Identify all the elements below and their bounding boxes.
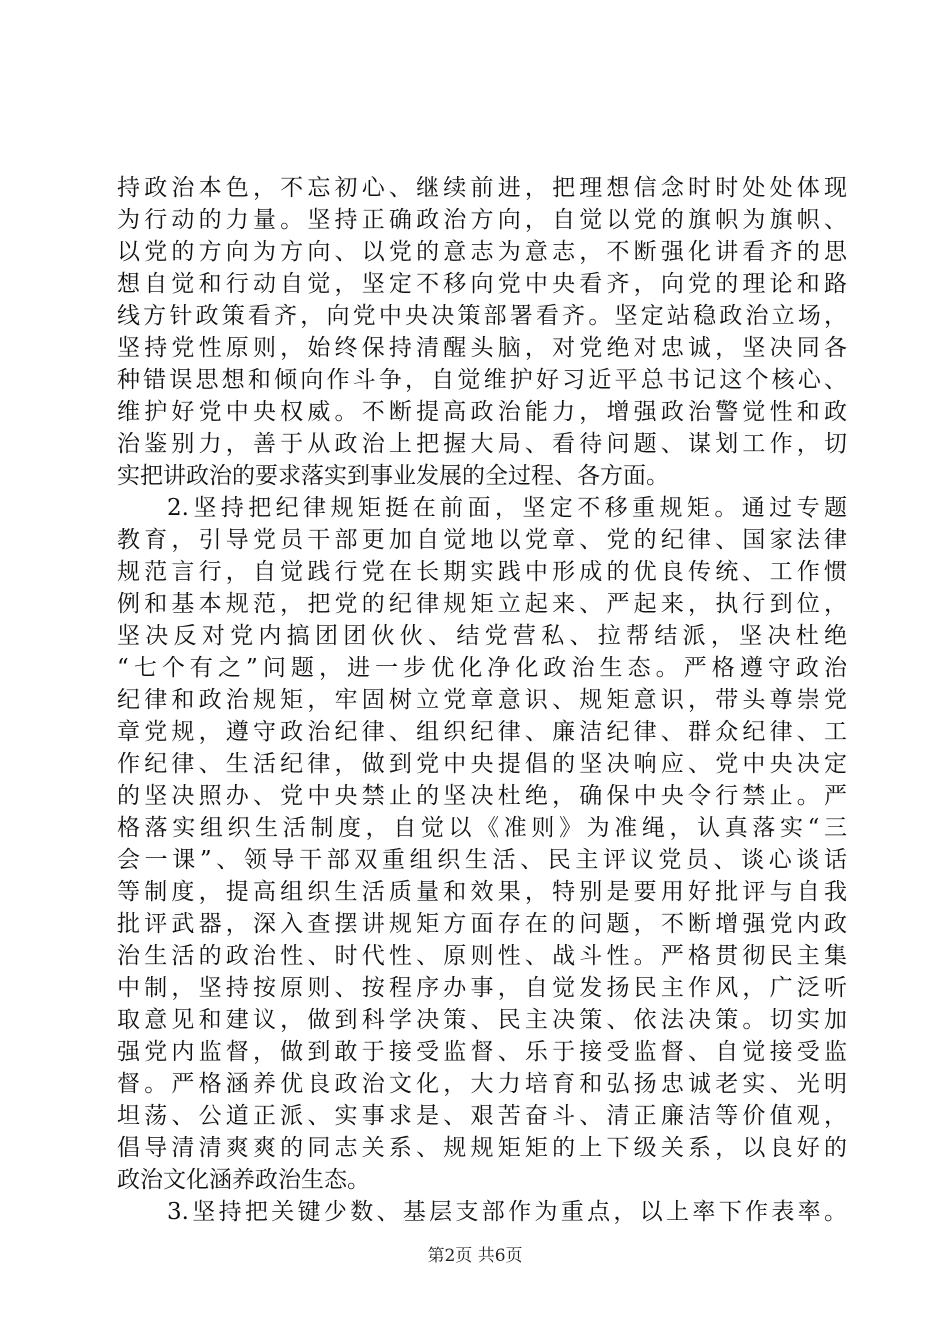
- text-line: 种错误思想和倾向作斗争，自觉维护好习近平总书记这个核心、: [117, 367, 847, 393]
- paragraph-heading-2: 2.坚持把纪律规矩挺在前面，坚定不移重规矩。通过专题: [167, 495, 847, 521]
- paragraph-heading-3: 3.坚持把关键少数、基层支部作为重点，以上率下作表率。: [167, 1199, 847, 1225]
- text-line: 实把讲政治的要求落实到事业发展的全过程、各方面。: [117, 463, 669, 489]
- text-line: 等制度，提高组织生活质量和效果，特别是要用好批评与自我: [117, 879, 847, 905]
- text-line: 批评武器，深入查摆讲规矩方面存在的问题，不断增强党内政: [117, 911, 847, 937]
- text-line: 政治文化涵养政治生态。: [117, 1167, 370, 1193]
- text-line: 纪律和政治规矩，牢固树立党章意识、规矩意识，带头尊崇党: [117, 687, 847, 713]
- text-line: 取意见和建议，做到科学决策、民主决策、依法决策。切实加: [117, 1007, 847, 1033]
- text-line: 以党的方向为方向、以党的意志为意志，不断强化讲看齐的思: [117, 239, 847, 265]
- text-line: 倡导清清爽爽的同志关系、规规矩矩的上下级关系，以良好的: [117, 1135, 847, 1161]
- text-line: 想自觉和行动自觉，坚定不移向党中央看齐，向党的理论和路: [117, 271, 847, 297]
- text-line: 会一课”、领导干部双重组织生活、民主评议党员、谈心谈话: [117, 847, 847, 873]
- text-line: 督。严格涵养优良政治文化，大力培育和弘扬忠诚老实、光明: [117, 1071, 847, 1097]
- text-line: 章党规，遵守政治纪律、组织纪律、廉洁纪律、群众纪律、工: [117, 719, 847, 745]
- text-line: “七个有之”问题，进一步优化净化政治生态。严格遵守政治: [117, 655, 847, 681]
- document-body: [117, 172, 847, 1228]
- text-line: 线方针政策看齐，向党中央决策部署看齐。坚定站稳政治立场，: [117, 303, 847, 329]
- text-line: 例和基本规范，把党的纪律规矩立起来、严起来，执行到位，: [117, 591, 847, 617]
- text-line: 作纪律、生活纪律，做到党中央提倡的坚决响应、党中央决定: [117, 751, 847, 777]
- text-line: 格落实组织生活制度，自觉以《准则》为准绳，认真落实“三: [117, 815, 847, 841]
- text-line: 治生活的政治性、时代性、原则性、战斗性。严格贯彻民主集: [117, 943, 847, 969]
- text-line: 规范言行，自觉践行党在长期实践中形成的优良传统、工作惯: [117, 559, 847, 585]
- text-line: 强党内监督，做到敢于接受监督、乐于接受监督、自觉接受监: [117, 1039, 847, 1065]
- text-line: 持政治本色，不忘初心、继续前进，把理想信念时时处处体现: [117, 175, 847, 201]
- text-line: 坦荡、公道正派、实事求是、艰苦奋斗、清正廉洁等价值观，: [117, 1103, 847, 1129]
- text-line: 的坚决照办、党中央禁止的坚决杜绝，确保中央令行禁止。严: [117, 783, 847, 809]
- page-number-footer: 第2页 共6页: [427, 1246, 523, 1266]
- text-line: 教育，引导党员干部更加自觉地以党章、党的纪律、国家法律: [117, 527, 847, 553]
- text-line: 治鉴别力，善于从政治上把握大局、看待问题、谋划工作，切: [117, 431, 847, 457]
- text-line: 坚持党性原则，始终保持清醒头脑，对党绝对忠诚，坚决同各: [117, 335, 847, 361]
- text-line: 中制，坚持按原则、按程序办事，自觉发扬民主作风，广泛听: [117, 975, 847, 1001]
- text-line: 维护好党中央权威。不断提高政治能力，增强政治警觉性和政: [117, 399, 847, 425]
- text-line: 坚决反对党内搞团团伙伙、结党营私、拉帮结派，坚决杜绝: [117, 623, 847, 649]
- text-line: 为行动的力量。坚持正确政治方向，自觉以党的旗帜为旗帜、: [117, 207, 847, 233]
